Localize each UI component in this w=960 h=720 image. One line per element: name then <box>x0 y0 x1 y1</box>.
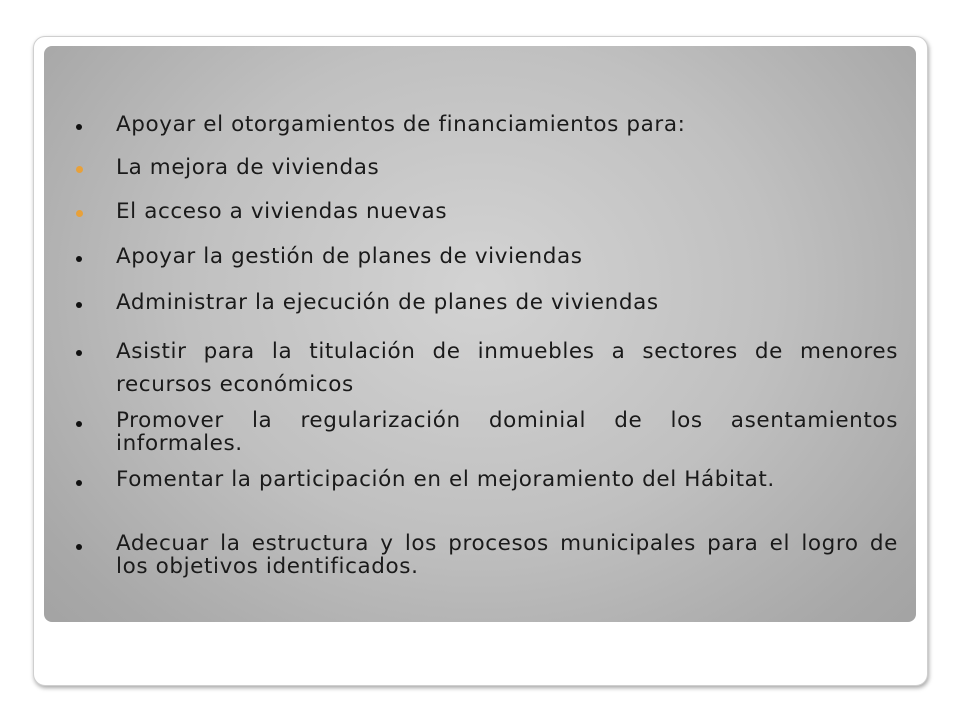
bullet-text: Adecuar la estructura y los procesos municipales para el logro de los objetivos identificados. <box>116 531 898 579</box>
bullet-item-3 <box>116 199 898 225</box>
bullet-dot-icon <box>76 544 82 550</box>
bullet-item-5 <box>116 290 898 316</box>
bullet-text: Promover la regularización dominial de los asentamientos informales. <box>116 408 898 456</box>
bullet-dot-icon <box>76 210 83 217</box>
bullet-item-4 <box>116 244 898 270</box>
bullet-item-9 <box>116 532 898 578</box>
bullet-dot-icon <box>76 302 82 308</box>
bullet-dot-icon <box>76 350 82 356</box>
bullet-text: Apoyar la gestión de planes de viviendas <box>116 244 583 269</box>
bullet-dot-icon <box>76 421 82 427</box>
bullet-dot-icon <box>76 166 83 173</box>
bullet-item-1 <box>116 112 898 138</box>
bullet-text: Asistir para la titulación de inmuebles a sectores de menores recursos económicos <box>116 339 898 397</box>
bullet-text: Apoyar el otorgamientos de financiamientos para: <box>116 112 686 137</box>
bullet-dot-icon <box>76 124 82 130</box>
bullet-text: Administrar la ejecución de planes de viviendas <box>116 290 659 315</box>
bullet-list <box>44 46 916 622</box>
bullet-item-2 <box>116 155 898 181</box>
bullet-dot-icon <box>76 256 82 262</box>
bullet-item-6 <box>116 335 898 401</box>
bullet-text: El acceso a viviendas nuevas <box>116 199 448 224</box>
bullet-item-8 <box>116 468 898 491</box>
bullet-text: Fomentar la participación en el mejoramiento del Hábitat. <box>116 467 775 492</box>
bullet-text: La mejora de viviendas <box>116 155 380 180</box>
bullet-dot-icon <box>76 480 82 486</box>
content-panel <box>44 46 916 622</box>
bullet-item-7 <box>116 409 898 455</box>
